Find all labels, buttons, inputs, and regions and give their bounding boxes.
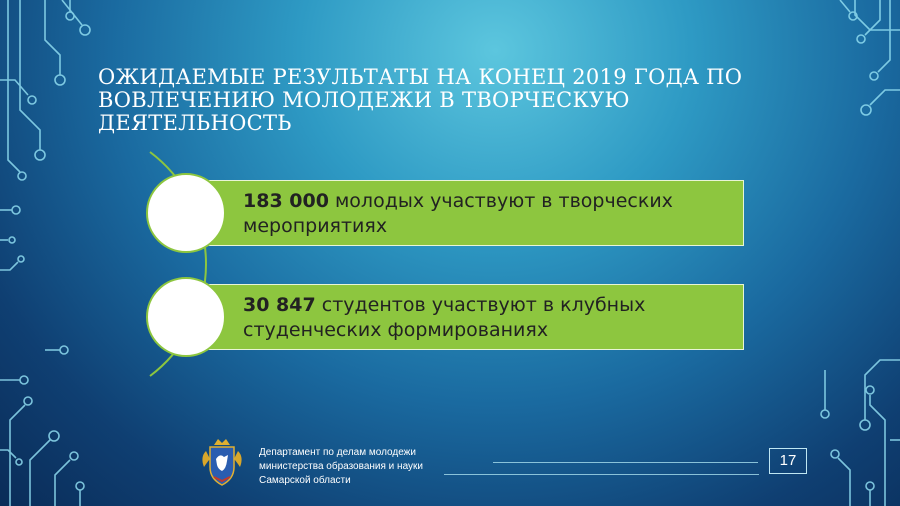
- result-item-1-text: молодых участвуют в творческих мероприятиях: [243, 190, 673, 237]
- footer-org-line-2: министерства образования и науки: [259, 461, 423, 472]
- footer-org-line-1: Департамент по делам молодежи: [259, 447, 416, 458]
- bullet-circle-1: [146, 173, 226, 253]
- result-item-1: [200, 180, 744, 246]
- result-item-2-text: студентов участвуют в клубных студенческих формированиях: [243, 294, 646, 341]
- result-item-2-number: 30 847: [243, 294, 316, 316]
- result-item-2: [200, 284, 744, 350]
- slide-title: ОЖИДАЕМЫЕ РЕЗУЛЬТАТЫ НА КОНЕЦ 2019 ГОДА ПО ВОВЛЕЧЕНИЮ МОЛОДЕЖИ В ТВОРЧЕСКУЮ ДЕЯТЕЛЬНОСТЬ: [98, 65, 743, 135]
- result-item-1-number: 183 000: [243, 190, 329, 212]
- samara-region-coat-of-arms-icon: [200, 437, 244, 487]
- footer-divider-lower: [444, 474, 759, 475]
- footer-organization: [259, 446, 423, 488]
- footer-divider-upper: [493, 462, 758, 463]
- page-number: 17: [769, 448, 807, 474]
- bullet-circle-2: [146, 277, 226, 357]
- footer-org-line-3: Самарской области: [259, 475, 351, 486]
